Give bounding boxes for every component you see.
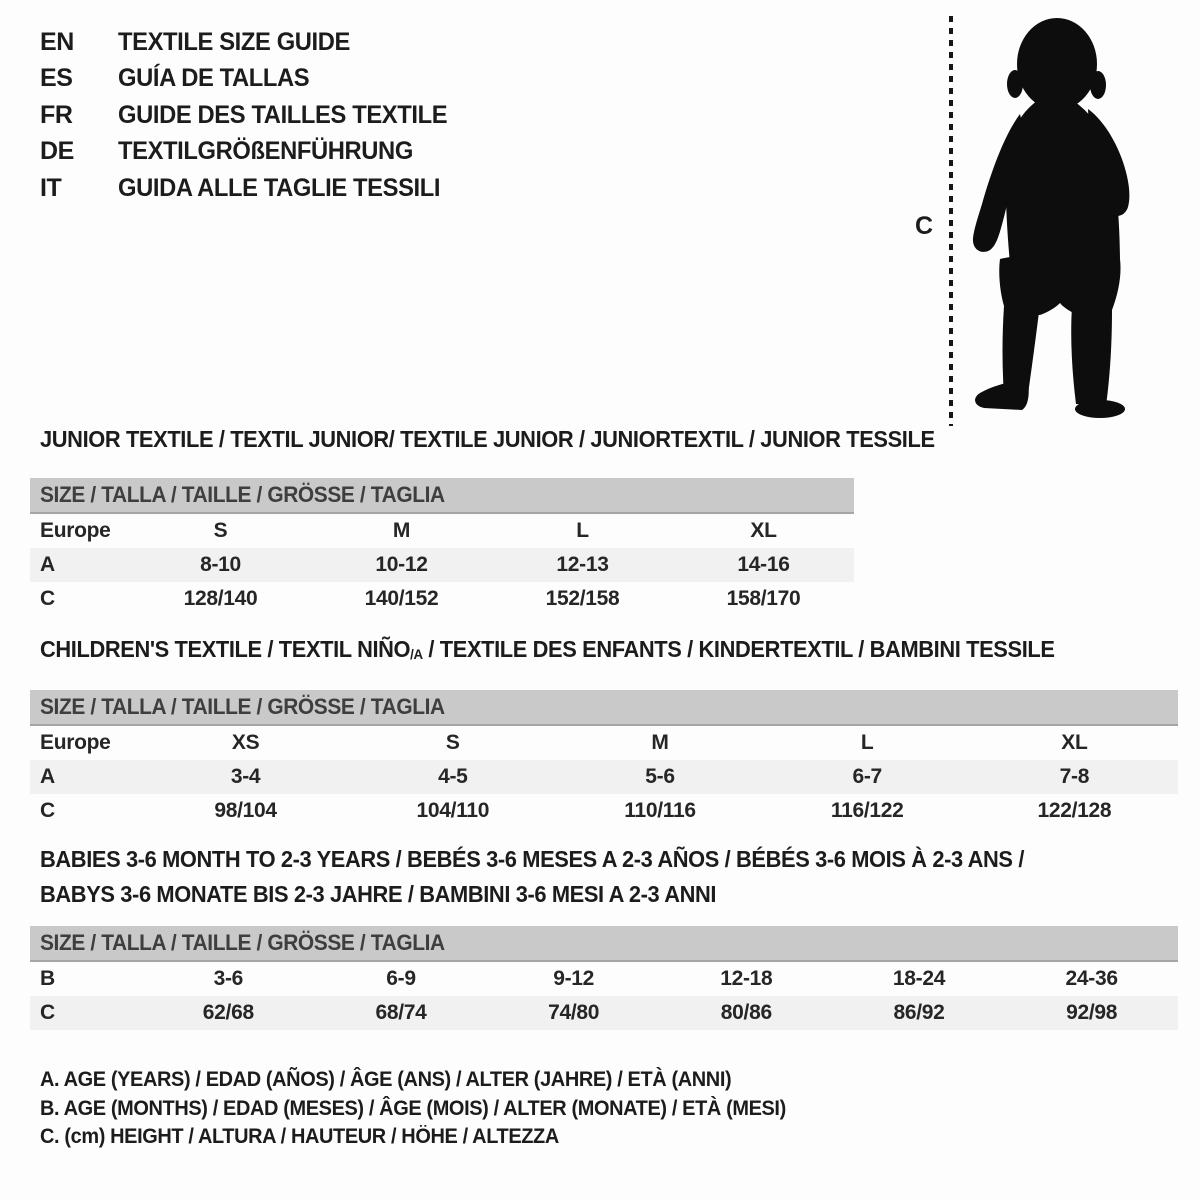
table-cell: 7-8 bbox=[1059, 765, 1090, 788]
junior-size-table bbox=[30, 478, 854, 616]
table-row-age bbox=[30, 760, 1178, 794]
table-cell: 5-6 bbox=[645, 765, 675, 788]
table-cell: 128/140 bbox=[183, 587, 258, 610]
row-label: C bbox=[40, 1001, 55, 1024]
row-label: A bbox=[40, 553, 55, 576]
nino-a-subscript: /A bbox=[410, 646, 423, 662]
babies-section-title bbox=[40, 842, 1076, 912]
measure-legend bbox=[40, 1066, 825, 1152]
language-row-it bbox=[40, 170, 465, 207]
babies-title-line1: BABIES 3-6 MONTH TO 2-3 YEARS / BEBÉS 3-6 MESES A 2-3 AÑOS / BÉBÉS 3-6 MOIS À 2-3 ANS / bbox=[40, 846, 1025, 872]
row-label: Europe bbox=[40, 519, 111, 542]
language-row-de bbox=[40, 134, 465, 171]
toddler-silhouette-icon bbox=[960, 14, 1145, 418]
table-cell: 116/122 bbox=[830, 799, 904, 822]
table-cell: 3-6 bbox=[213, 967, 244, 990]
language-row-en bbox=[40, 24, 465, 61]
table-row-months bbox=[30, 962, 1178, 996]
language-title-list bbox=[40, 24, 465, 207]
language-code: FR bbox=[40, 100, 73, 129]
table-cell: 14-16 bbox=[737, 553, 790, 576]
row-label: Europe bbox=[40, 731, 111, 754]
table-cell: 18-24 bbox=[892, 967, 946, 990]
table-cell: 110/116 bbox=[624, 799, 696, 822]
legend-line-a: A. AGE (YEARS) / EDAD (AÑOS) / ÂGE (ANS) / ALTER (JAHRE) / ETÀ (ANNI) bbox=[40, 1068, 732, 1091]
table-cell: 98/104 bbox=[214, 799, 277, 822]
table-row-height bbox=[30, 996, 1178, 1030]
table-cell: L bbox=[860, 731, 874, 754]
table-row-europe bbox=[30, 514, 854, 548]
babies-size-table bbox=[30, 926, 1178, 1030]
table-cell: S bbox=[213, 519, 228, 542]
table-cell: 4-5 bbox=[438, 765, 468, 788]
table-cell: 92/98 bbox=[1066, 1001, 1118, 1024]
row-label: A bbox=[40, 765, 55, 788]
size-header-label: SIZE / TALLA / TAILLE / GRÖSSE / TAGLIA bbox=[40, 694, 445, 719]
table-cell: L bbox=[576, 519, 589, 542]
table-cell: 6-7 bbox=[852, 765, 882, 788]
babies-title-line2: BABYS 3-6 MONATE BIS 2-3 JAHRE / BAMBINI 3-6 MESI A 2-3 ANNI bbox=[40, 881, 717, 907]
language-title: GUÍA DE TALLAS bbox=[118, 64, 310, 93]
table-cell: 6-9 bbox=[386, 967, 416, 990]
children-section-title bbox=[40, 636, 1108, 663]
table-cell: 10-12 bbox=[375, 553, 428, 576]
children-size-table bbox=[30, 690, 1178, 828]
table-cell: 12-13 bbox=[556, 553, 609, 576]
table-cell: 86/92 bbox=[893, 1001, 945, 1024]
table-cell: 24-36 bbox=[1065, 967, 1118, 990]
table-cell: 3-4 bbox=[230, 765, 261, 788]
language-row-es bbox=[40, 61, 465, 98]
table-cell: 9-12 bbox=[553, 967, 595, 990]
size-header-band bbox=[30, 690, 1178, 726]
table-cell: 12-18 bbox=[720, 967, 773, 990]
table-cell: 68/74 bbox=[375, 1001, 427, 1024]
table-cell: XL bbox=[1061, 731, 1088, 754]
table-row-age bbox=[30, 548, 854, 582]
language-code: ES bbox=[40, 64, 73, 93]
language-title: GUIDE DES TAILLES TEXTILE bbox=[118, 100, 448, 129]
height-marker-label: C bbox=[915, 212, 934, 240]
table-row-europe bbox=[30, 726, 1178, 760]
language-title: TEXTILGRÖßENFÜHRUNG bbox=[118, 137, 413, 166]
height-dashed-line bbox=[949, 16, 953, 426]
language-row-fr bbox=[40, 97, 465, 134]
table-cell: M bbox=[651, 731, 669, 754]
size-header-band bbox=[30, 926, 1178, 962]
row-label: C bbox=[40, 799, 55, 822]
table-cell: 62/68 bbox=[202, 1001, 254, 1024]
table-cell: 80/86 bbox=[720, 1001, 772, 1024]
table-row-height bbox=[30, 582, 854, 616]
language-title: GUIDA ALLE TAGLIE TESSILI bbox=[118, 173, 441, 202]
legend-line-c: C. (cm) HEIGHT / ALTURA / HAUTEUR / HÖHE / ALTEZZA bbox=[40, 1125, 559, 1148]
row-label: C bbox=[40, 587, 55, 610]
junior-section-title bbox=[40, 426, 982, 453]
table-cell: 158/170 bbox=[726, 587, 801, 610]
table-cell: 74/80 bbox=[548, 1001, 600, 1024]
language-code: DE bbox=[40, 137, 74, 166]
table-cell: S bbox=[445, 731, 460, 754]
table-cell: XL bbox=[750, 519, 777, 542]
table-row-height bbox=[30, 794, 1178, 828]
junior-title-text: JUNIOR TEXTILE / TEXTIL JUNIOR/ TEXTILE JUNIOR / JUNIORTEXTIL / JUNIOR TESSILE bbox=[40, 426, 935, 452]
table-cell: 122/128 bbox=[1037, 799, 1112, 822]
size-header-label: SIZE / TALLA / TAILLE / GRÖSSE / TAGLIA bbox=[40, 930, 445, 955]
language-code: IT bbox=[40, 173, 62, 202]
legend-line-b: B. AGE (MONTHS) / EDAD (MESES) / ÂGE (MOIS) / ALTER (MONATE) / ETÀ (MESI) bbox=[40, 1096, 786, 1120]
size-header-label: SIZE / TALLA / TAILLE / GRÖSSE / TAGLIA bbox=[40, 482, 445, 507]
table-cell: XS bbox=[231, 731, 260, 754]
table-cell: 152/158 bbox=[545, 587, 620, 610]
language-code: EN bbox=[40, 27, 74, 56]
language-title: TEXTILE SIZE GUIDE bbox=[118, 27, 351, 56]
table-cell: 104/110 bbox=[416, 799, 490, 822]
row-label: B bbox=[40, 967, 55, 990]
table-cell: M bbox=[392, 519, 411, 542]
table-cell: 8-10 bbox=[200, 553, 241, 576]
children-title-text: CHILDREN'S TEXTILE / TEXTIL NIÑO/A / TEXTILE DES ENFANTS / KINDERTEXTIL / BAMBINI TESSILE bbox=[40, 636, 1055, 662]
size-header-band bbox=[30, 478, 854, 514]
table-cell: 140/152 bbox=[364, 587, 439, 610]
